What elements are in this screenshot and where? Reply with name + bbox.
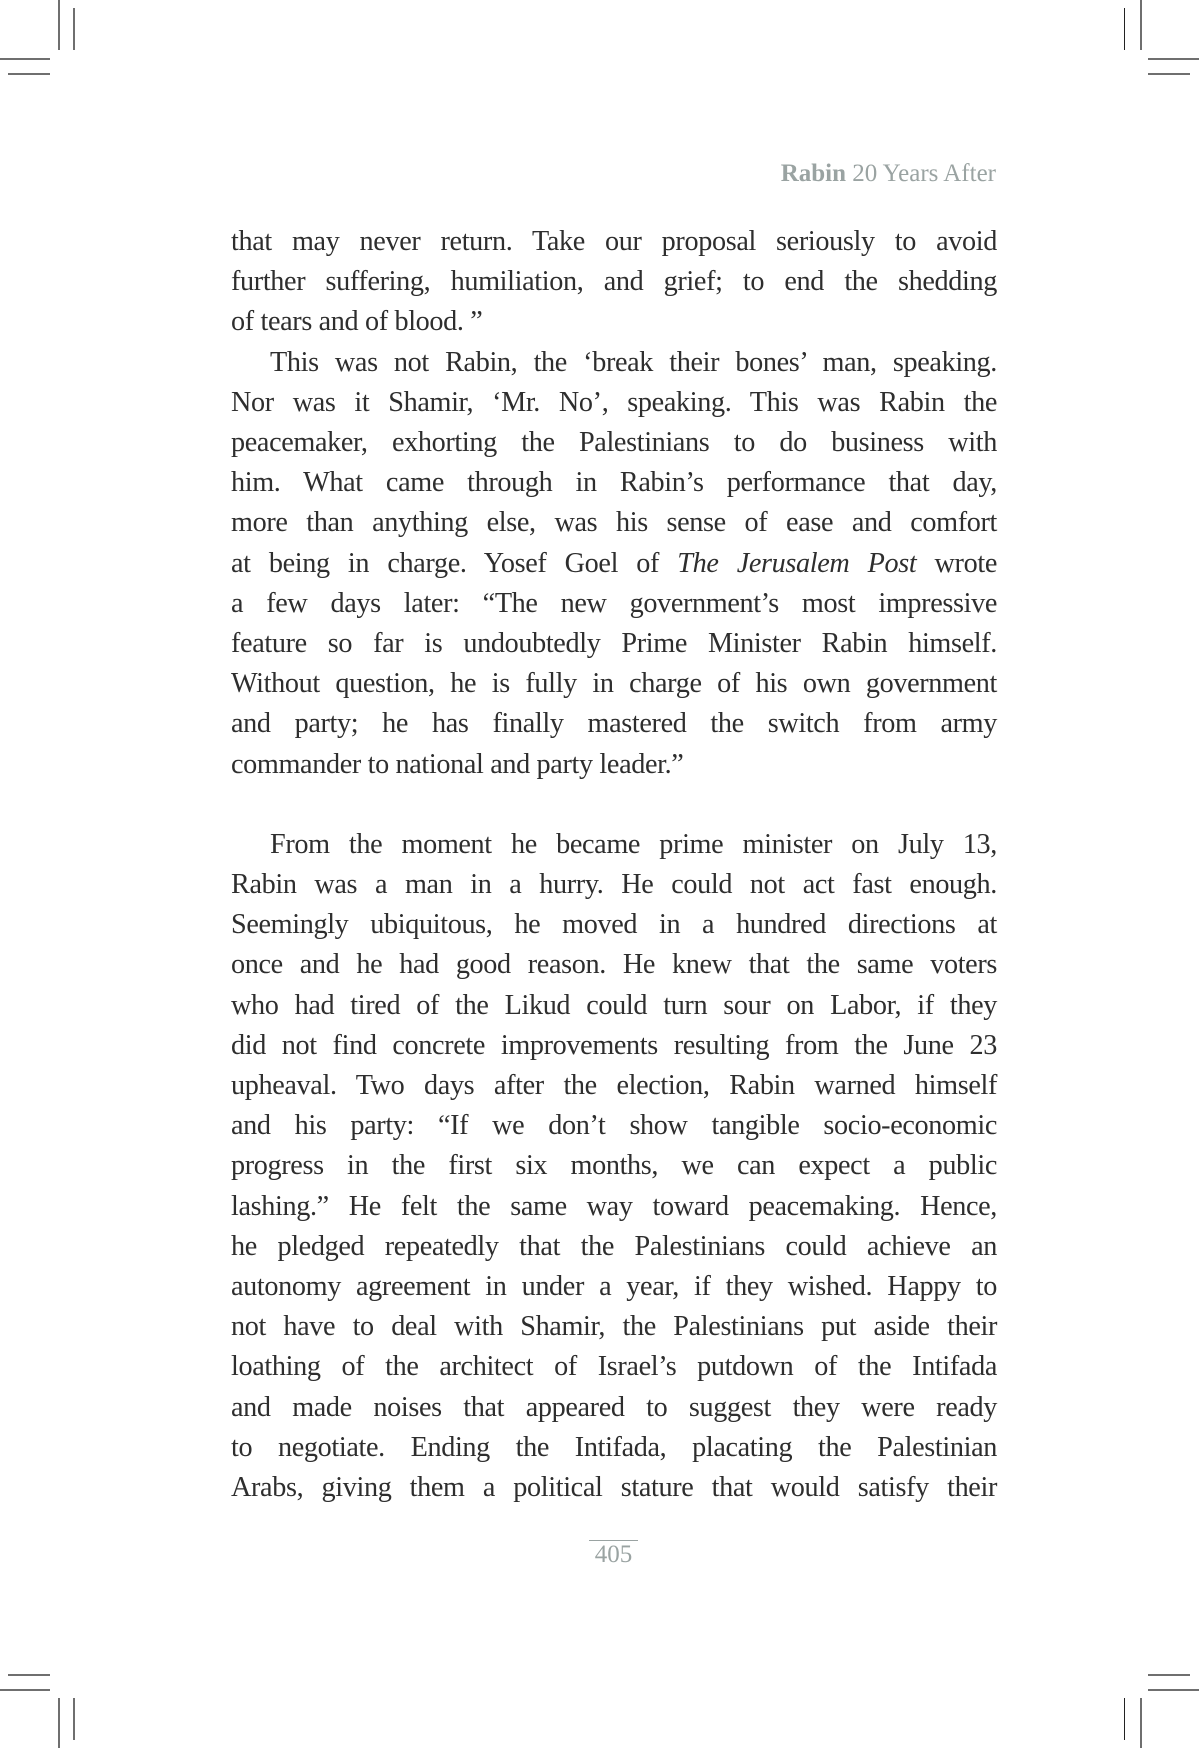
text-line: once and he had good reason. He knew that the same voters bbox=[231, 949, 997, 981]
paragraph bbox=[231, 222, 997, 343]
text-line: feature so far is undoubtedly Prime Minister Rabin himself. bbox=[231, 628, 997, 660]
text-line: to negotiate. Ending the Intifada, placating the Palestinian bbox=[231, 1431, 997, 1463]
text-line: did not find concrete improvements resulting from the June 23 bbox=[231, 1029, 997, 1061]
crop-mark-top-right-v1 bbox=[1124, 8, 1125, 50]
text-line: commander to national and party leader.” bbox=[231, 748, 684, 780]
text-line: he pledged repeatedly that the Palestinians could achieve an bbox=[231, 1230, 997, 1262]
crop-mark-bottom-right-h1 bbox=[1148, 1674, 1190, 1676]
text-line: that may never return. Take our proposal seriously to avoid bbox=[231, 226, 997, 257]
text-line: who had tired of the Likud could turn sour on Labor, if they bbox=[231, 989, 997, 1021]
text-line: a few days later: “The new government’s most impressive bbox=[231, 587, 997, 619]
text-line: This was not Rabin, the ‘break their bones’ man, speaking. bbox=[270, 346, 997, 378]
crop-mark-bottom-left-h2 bbox=[0, 1689, 50, 1691]
text-line: Without question, he is fully in charge of his own government bbox=[231, 668, 997, 700]
text-line: Arabs, giving them a political stature that would satisfy their bbox=[231, 1472, 997, 1504]
crop-mark-bottom-right-h2 bbox=[1148, 1689, 1199, 1691]
text-line: lashing.” He felt the same way toward peacemaking. Hence, bbox=[231, 1190, 997, 1222]
body-text bbox=[231, 222, 997, 1508]
text-line: at being in charge. Yosef Goel of The Jerusalem Post wrote bbox=[231, 547, 997, 579]
crop-mark-top-left-v2 bbox=[73, 8, 75, 50]
text-line: peacemaker, exhorting the Palestinians to do business with bbox=[231, 427, 997, 459]
crop-mark-top-right-h2 bbox=[1148, 73, 1190, 75]
running-head-title: 20 Years After bbox=[846, 160, 996, 187]
text-line: autonomy agreement in under a year, if they wished. Happy to bbox=[231, 1271, 997, 1303]
text-line: of tears and of blood. ” bbox=[231, 306, 483, 338]
crop-mark-bottom-right-v1 bbox=[1124, 1698, 1125, 1740]
text-line: Seemingly ubiquitous, he moved in a hundred directions at bbox=[231, 909, 997, 941]
text-line: From the moment he became prime minister on July 13, bbox=[270, 828, 997, 860]
crop-mark-top-right-h1 bbox=[1148, 58, 1199, 60]
text-line: him. What came through in Rabin’s performance that day, bbox=[231, 467, 997, 499]
crop-mark-top-left-h2 bbox=[8, 73, 50, 75]
publication-title: The Jerusalem Post bbox=[677, 547, 917, 579]
crop-mark-bottom-left-v1 bbox=[58, 1698, 60, 1748]
crop-mark-top-left-v1 bbox=[58, 0, 60, 50]
text-line: not have to deal with Shamir, the Palestinians put aside their bbox=[231, 1311, 997, 1343]
crop-mark-bottom-left-h1 bbox=[8, 1674, 50, 1676]
text-line: and his party: “If we don’t show tangible socio-economic bbox=[231, 1110, 997, 1142]
paragraph bbox=[231, 343, 997, 785]
running-head-name: Rabin bbox=[780, 160, 846, 187]
text-line: and party; he has finally mastered the switch from army bbox=[231, 708, 997, 740]
page-number: 405 bbox=[589, 1540, 638, 1569]
crop-mark-top-left-h1 bbox=[0, 58, 50, 60]
crop-mark-top-right-v2 bbox=[1140, 0, 1142, 50]
text-line: Rabin was a man in a hurry. He could not act fast enough. bbox=[231, 869, 997, 901]
text-line: Nor was it Shamir, ‘Mr. No’, speaking. This was Rabin the bbox=[231, 386, 997, 418]
text-line: further suffering, humiliation, and grief; to end the shedding bbox=[231, 266, 997, 298]
text-line: loathing of the architect of Israel’s putdown of the Intifada bbox=[231, 1351, 997, 1383]
paragraph bbox=[231, 825, 997, 1508]
crop-mark-bottom-right-v2 bbox=[1140, 1698, 1142, 1748]
crop-mark-bottom-left-v2 bbox=[73, 1698, 75, 1740]
text-line: more than anything else, was his sense of ease and comfort bbox=[231, 507, 997, 539]
text-line: and made noises that appeared to suggest they were ready bbox=[231, 1391, 997, 1423]
running-head bbox=[781, 160, 996, 188]
text-line: progress in the first six months, we can expect a public bbox=[231, 1150, 997, 1182]
text-line: upheaval. Two days after the election, Rabin warned himself bbox=[231, 1070, 997, 1102]
